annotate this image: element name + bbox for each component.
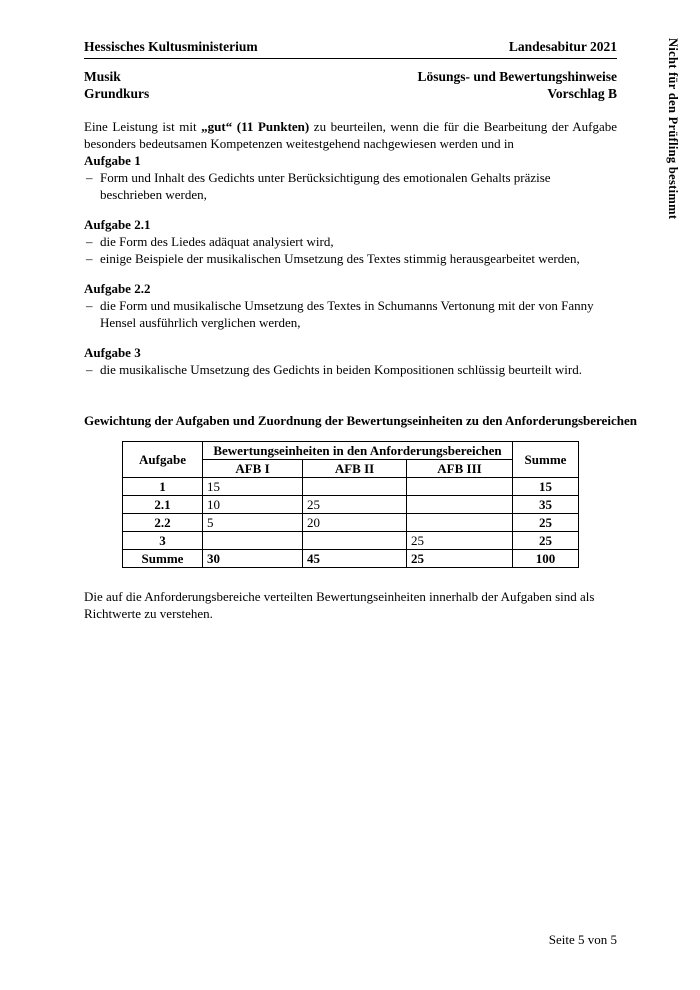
section-aufgabe-2-1: [84, 216, 617, 267]
grading-table: [122, 441, 579, 568]
cell-sum: 25: [513, 532, 579, 550]
row-label: 3: [123, 532, 203, 550]
section-aufgabe-1: [84, 152, 617, 203]
cell-afb1: 5: [203, 514, 303, 532]
col-header-afb3: AFB III: [407, 460, 513, 478]
bullet-text: einige Beispiele der musikalischen Umsetzung des Textes stimmig herausgearbeitet werden,: [100, 251, 580, 266]
table-row: [123, 496, 579, 514]
section-aufgabe-3: [84, 344, 617, 378]
cell-afb1: 30: [203, 550, 303, 568]
cell-sum: 15: [513, 478, 579, 496]
header-row-course: [84, 85, 617, 102]
page-number: Seite 5 von 5: [548, 932, 617, 947]
list-item: [84, 250, 617, 267]
table-row: [123, 532, 579, 550]
bullet-text: Form und Inhalt des Gedichts unter Berücksichtigung des emotionalen Gehalts präzise beschrieben werden,: [100, 170, 551, 202]
table-row: [123, 514, 579, 532]
doc-title: Lösungs- und Bewertungshinweise: [417, 69, 617, 84]
dash-bullet: –: [86, 234, 93, 249]
col-header-afb2: AFB II: [303, 460, 407, 478]
proposal-label: Vorschlag B: [547, 86, 617, 101]
subject-label: Musik: [84, 69, 121, 84]
row-label: 2.1: [123, 496, 203, 514]
cell-sum: 25: [513, 514, 579, 532]
cell-afb1: 10: [203, 496, 303, 514]
section-title: Aufgabe 3: [84, 345, 141, 360]
list-item: [84, 361, 617, 378]
cell-sum: 100: [513, 550, 579, 568]
row-label: 1: [123, 478, 203, 496]
table-heading: Gewichtung der Aufgaben und Zuordnung der Bewertungseinheiten zu den Anforderungsbereichen: [84, 413, 637, 428]
dash-bullet: –: [86, 170, 93, 185]
closing-paragraph: Die auf die Anforderungsbereiche verteilten Bewertungseinheiten innerhalb der Aufgaben sind als Richtwerte zu verstehen.: [84, 589, 595, 621]
bullet-text: die Form des Liedes adäquat analysiert wird,: [100, 234, 334, 249]
header-divider: [84, 58, 617, 59]
table-row: [123, 478, 579, 496]
dash-bullet: –: [86, 298, 93, 313]
col-header-summe: Summe: [513, 442, 579, 478]
cell-afb1: 15: [203, 478, 303, 496]
cell-afb2: 20: [303, 514, 407, 532]
header-row-subject: [84, 68, 617, 85]
list-item: [84, 297, 617, 331]
bullet-text: die Form und musikalische Umsetzung des Textes in Schumanns Vertonung mit der von Fanny Hensel ausführlich verglichen werden,: [100, 298, 594, 330]
cell-afb3: 25: [407, 532, 513, 550]
course-label: Grundkurs: [84, 86, 150, 101]
cell-afb1: [203, 532, 303, 550]
section-title: Aufgabe 2.2: [84, 281, 151, 296]
list-item: [84, 233, 617, 250]
intro-paragraph: [84, 118, 617, 152]
section-aufgabe-2-2: [84, 280, 617, 331]
cell-afb2: 25: [303, 496, 407, 514]
cell-afb2: 45: [303, 550, 407, 568]
cell-afb2: [303, 478, 407, 496]
row-label: Summe: [123, 550, 203, 568]
cell-afb2: [303, 532, 407, 550]
bullet-text: die musikalische Umsetzung des Gedichts in beiden Kompositionen schlüssig beurteilt wird.: [100, 362, 583, 377]
intro-part1: Eine Leistung ist mit: [84, 119, 202, 134]
ministry-title: Hessisches Kultusministerium: [84, 39, 258, 54]
table-row-summe: [123, 550, 579, 568]
table-header-row-1: [123, 442, 579, 460]
col-header-aufgabe: Aufgabe: [123, 442, 203, 478]
exam-year: Landesabitur 2021: [508, 39, 617, 54]
header-row-top: [84, 38, 617, 55]
intro-part2: zu beurteilen, wenn die für die Bearbeitung der Aufgabe besonders bedeutsamen Kompetenzen weitestgehend nachgewiesen werden und in: [84, 119, 618, 151]
cell-afb3: [407, 478, 513, 496]
col-header-afb1: AFB I: [203, 460, 303, 478]
section-title: Aufgabe 2.1: [84, 217, 151, 232]
list-item: [84, 169, 617, 203]
section-title: Aufgabe 1: [84, 153, 141, 168]
cell-afb3: 25: [407, 550, 513, 568]
cell-sum: 35: [513, 496, 579, 514]
dash-bullet: –: [86, 362, 93, 377]
dash-bullet: –: [86, 251, 93, 266]
intro-grade-bold: „gut“ (11 Punkten): [201, 119, 310, 134]
side-note-vertical: Nicht für den Prüfling bestimmt: [666, 38, 680, 220]
col-header-group: Bewertungseinheiten in den Anforderungsbereichen: [203, 442, 513, 460]
cell-afb3: [407, 496, 513, 514]
row-label: 2.2: [123, 514, 203, 532]
cell-afb3: [407, 514, 513, 532]
